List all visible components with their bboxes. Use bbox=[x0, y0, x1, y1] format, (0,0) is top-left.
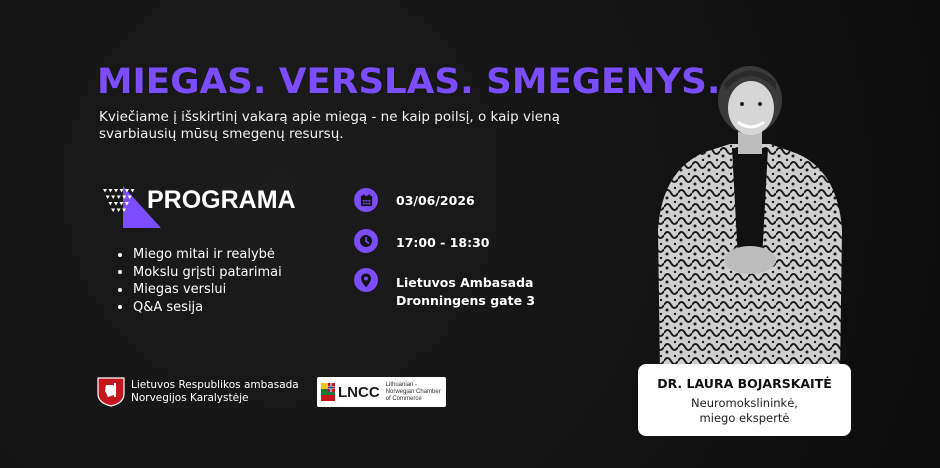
decoration-dot bbox=[114, 202, 118, 206]
list-item: Mokslu grįsti patarimai bbox=[118, 264, 282, 282]
list-item: Miegas verslui bbox=[118, 281, 282, 299]
decoration-dot bbox=[131, 189, 135, 193]
speaker-role bbox=[638, 396, 851, 426]
decoration-dot bbox=[117, 196, 121, 200]
embassy-line-2: Norvegijos Karalystėje bbox=[131, 392, 249, 404]
decoration-dot bbox=[108, 202, 112, 206]
location-line-2: Dronningens gate 3 bbox=[396, 293, 536, 308]
decoration-dot bbox=[109, 189, 113, 193]
speaker-photo bbox=[650, 60, 850, 370]
location-pin-icon bbox=[354, 268, 378, 292]
speaker-name: DR. LAURA BOJARSKAITĖ bbox=[657, 376, 832, 391]
decoration-dot bbox=[117, 209, 121, 213]
decoration-dot bbox=[119, 202, 123, 206]
clock-icon bbox=[354, 229, 378, 253]
location-line-1: Lietuvos Ambasada bbox=[396, 275, 534, 290]
decoration-dot bbox=[106, 196, 110, 200]
event-title: MIEGAS. VERSLAS. SMEGENYS. bbox=[97, 62, 721, 102]
program-heading: PROGRAMA bbox=[147, 186, 296, 214]
lncc-full-name: Lithuanian - Norwegian Chamber of Commerce bbox=[385, 381, 441, 402]
event-location bbox=[396, 274, 535, 310]
lncc-abbreviation: LNCC bbox=[338, 383, 380, 401]
event-subtitle: Kviečiame į išskirtinį vakarą apie miegą - ne kaip poilsį, o kaip vieną svarbiausių mūsų smegenų resursų. bbox=[99, 109, 560, 142]
event-date: 03/06/2026 bbox=[396, 193, 475, 208]
lithuanian-coat-of-arms-logo bbox=[97, 377, 125, 407]
event-time: 17:00 - 18:30 bbox=[396, 235, 490, 250]
calendar-icon bbox=[354, 188, 378, 212]
speaker-role-line-1: Neuromokslininkė, bbox=[691, 396, 798, 410]
speaker-role-line-2: miego ekspertė bbox=[699, 411, 790, 425]
flag-icon bbox=[321, 383, 335, 401]
embassy-name bbox=[131, 379, 299, 405]
decoration-dot bbox=[120, 189, 124, 193]
program-list bbox=[118, 246, 282, 316]
decoration-dot bbox=[111, 196, 115, 200]
embassy-line-1: Lietuvos Respublikos ambasada bbox=[131, 379, 299, 391]
lncc-logo bbox=[317, 377, 446, 407]
speaker-card bbox=[638, 364, 851, 436]
list-item: Miego mitai ir realybė bbox=[118, 246, 282, 264]
decoration-dot bbox=[103, 189, 107, 193]
decoration-dot bbox=[111, 209, 115, 213]
decoration-dot bbox=[114, 189, 118, 193]
list-item: Q&A sesija bbox=[118, 299, 282, 317]
